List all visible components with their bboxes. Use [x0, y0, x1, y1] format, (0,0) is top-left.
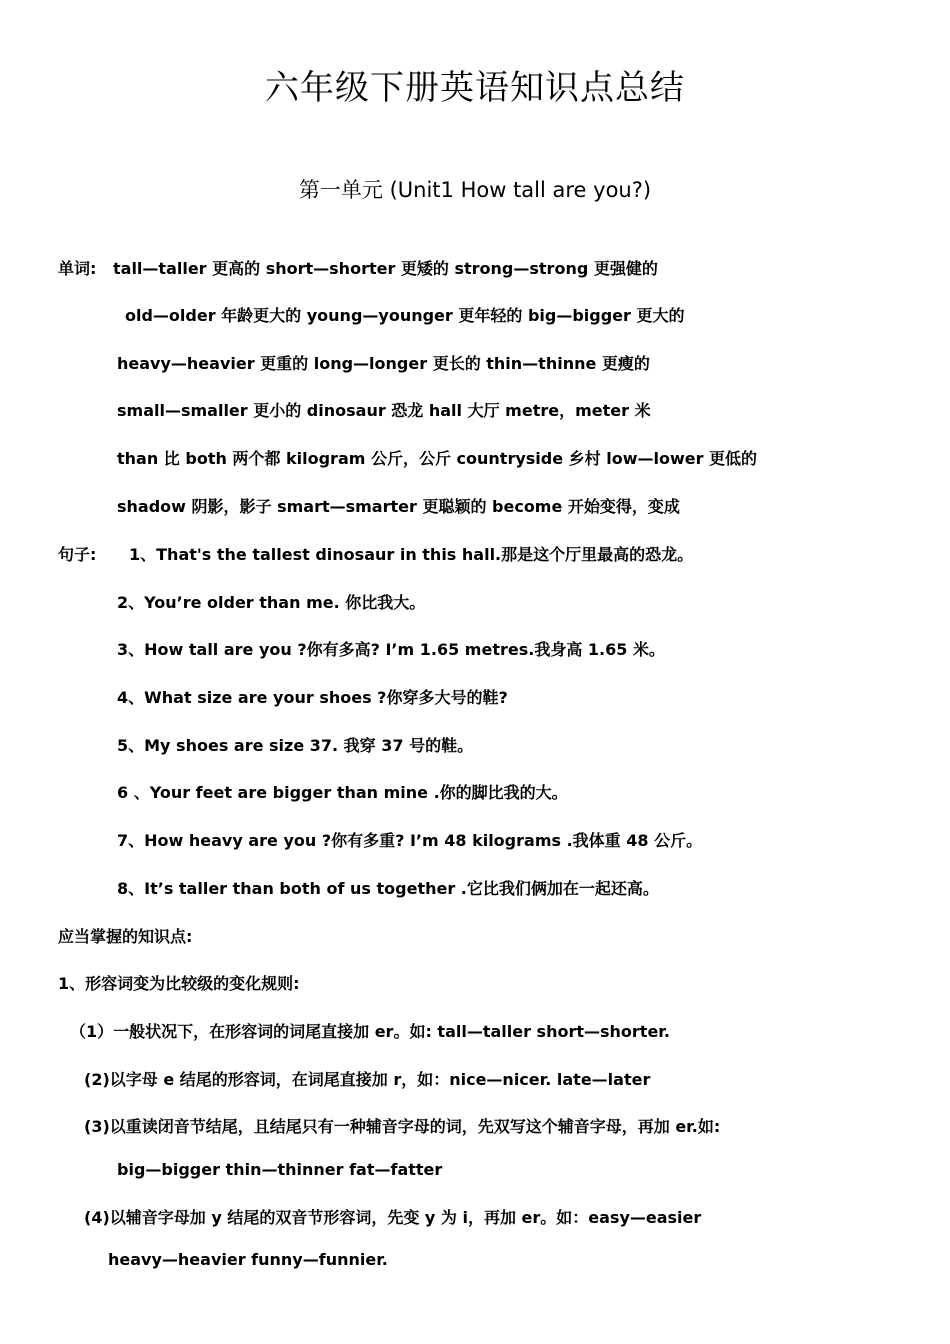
sentence-line: 1、That's the tallest dinosaur in this hall.那是这个厅里最高的恐龙。: [129, 545, 694, 564]
page-title: 六年级下册英语知识点总结: [265, 68, 685, 108]
sentence-line: 6 、Your feet are bigger than mine .你的脚比我的大。: [117, 783, 568, 802]
vocab-line: heavy—heavier 更重的 long—longer 更长的 thin—thinne 更瘦的: [117, 354, 650, 373]
rule-line: big—bigger thin—thinner fat—fatter: [117, 1160, 443, 1179]
rule-heading: 1、形容词变为比较级的变化规则:: [58, 974, 300, 993]
rule-line: heavy—heavier funny—funnier.: [108, 1250, 388, 1269]
sentence-line: 8、It’s taller than both of us together .它比我们俩加在一起还高。: [117, 879, 659, 898]
vocab-line: shadow 阴影，影子 smart—smarter 更聪颖的 become 开始变得，变成: [117, 497, 680, 516]
vocab-line: tall—taller 更高的 short—shorter 更矮的 strong—strong 更强健的: [113, 259, 658, 278]
rule-line: (4)以辅音字母加 y 结尾的双音节形容词，先变 y 为 i，再加 er。如：easy—easier: [84, 1208, 702, 1227]
rule-line: （1）一般状况下，在形容词的词尾直接加 er。如: tall—taller short—shorter.: [70, 1022, 670, 1041]
sentence-line: 4、What size are your shoes ?你穿多大号的鞋?: [117, 688, 508, 707]
sentence-line: 3、How tall are you ?你有多高? I’m 1.65 metres.我身高 1.65 米。: [117, 640, 665, 659]
rule-line: (3)以重读闭音节结尾，且结尾只有一种辅音字母的词，先双写这个辅音字母，再加 er.如:: [84, 1117, 721, 1136]
sentence-line: 7、How heavy are you ?你有多重? I’m 48 kilograms .我体重 48 公斤。: [117, 831, 703, 850]
vocab-line: than 比 both 两个都 kilogram 公斤，公斤 countryside 乡村 low—lower 更低的: [117, 449, 758, 468]
sentence-line: 5、My shoes are size 37. 我穿 37 号的鞋。: [117, 736, 474, 755]
vocab-line: old—older 年龄更大的 young—younger 更年轻的 big—bigger 更大的: [125, 306, 685, 325]
rule-line: (2)以字母 e 结尾的形容词，在词尾直接加 r，如：nice—nicer. late—later: [84, 1070, 651, 1089]
vocab-label: 单词:: [58, 259, 97, 278]
unit-title: 第一单元 (Unit1 How tall are you?): [298, 178, 652, 202]
sentence-line: 2、You’re older than me. 你比我大。: [117, 593, 426, 612]
knowledge-heading: 应当掌握的知识点:: [58, 927, 193, 946]
sentence-label: 句子:: [58, 545, 97, 564]
vocab-line: small—smaller 更小的 dinosaur 恐龙 hall 大厅 metre，meter 米: [117, 401, 651, 420]
